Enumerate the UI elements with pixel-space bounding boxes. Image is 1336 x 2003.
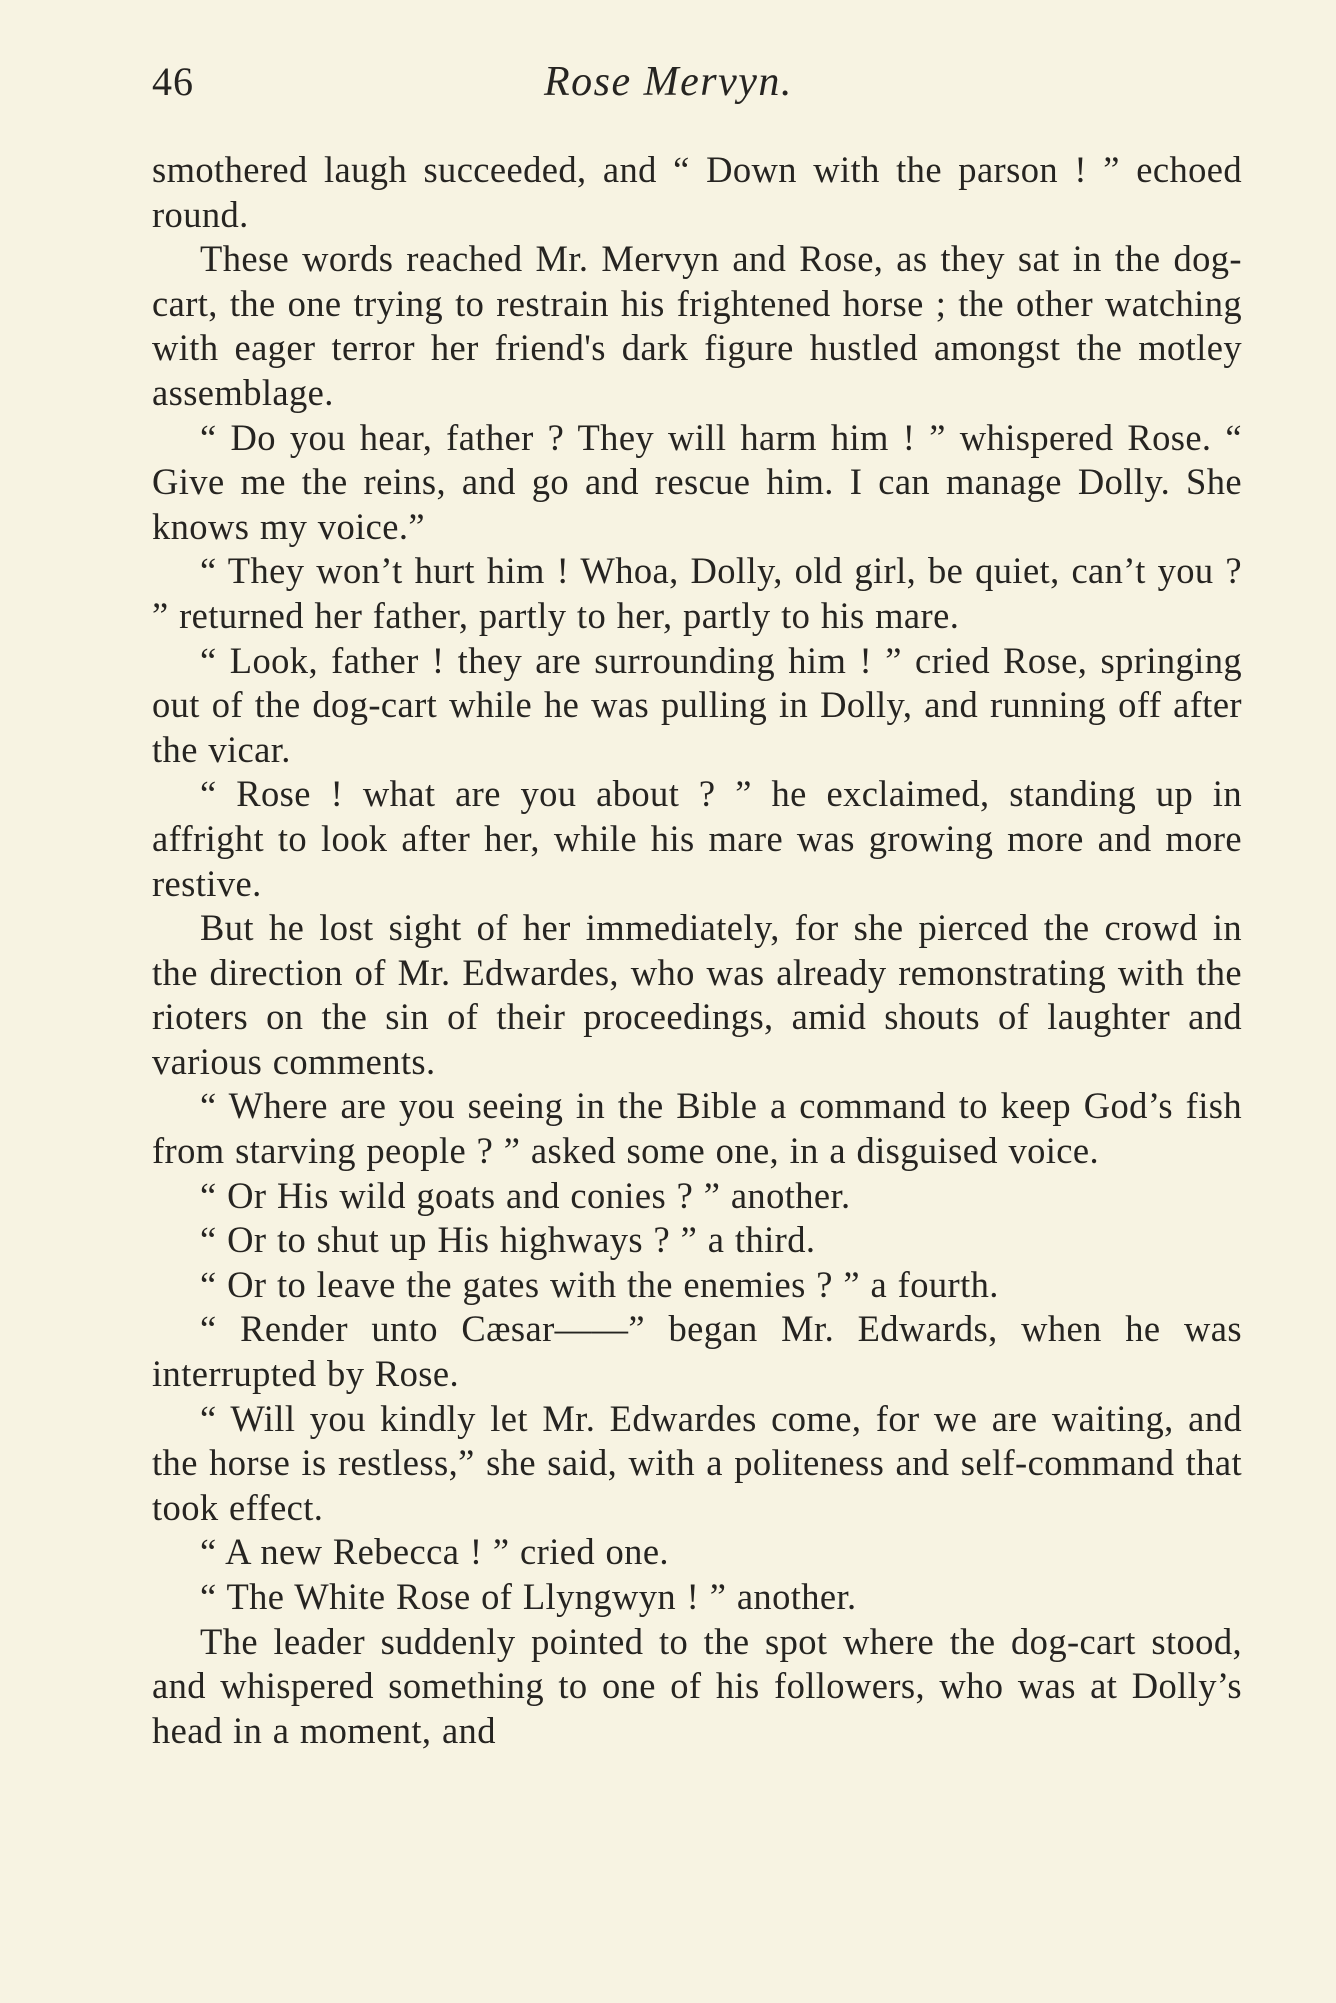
paragraph: These words reached Mr. Mervyn and Rose, as they sat in the dog-cart, the one trying to restrain his frightened horse ; the other watching with eager terror her friend's dark figure hustled amongst the motley assemblage. bbox=[152, 238, 1242, 413]
page-number: 46 bbox=[152, 59, 194, 104]
paragraph: “ Do you hear, father ? They will harm him ! ” whispered Rose. “ Give me the reins, and go and rescue him. I can manage Dolly. She knows my voice.” bbox=[152, 416, 1242, 547]
paragraph: “ They won’t hurt him ! Whoa, Dolly, old girl, be quiet, can’t you ? ” returned her father, partly to her, partly to his mare. bbox=[152, 550, 1242, 636]
paragraph: “ A new Rebecca ! ” cried one. bbox=[200, 1531, 669, 1573]
page-header bbox=[152, 56, 1242, 116]
paragraph: “ Rose ! what are you about ? ” he exclaimed, standing up in affright to look after her, while his mare was growing more and more restive. bbox=[152, 773, 1242, 904]
paragraph: “ Or to shut up His highways ? ” a third. bbox=[200, 1219, 816, 1261]
paragraph: smothered laugh succeeded, and “ Down with the parson ! ” echoed round. bbox=[152, 149, 1242, 235]
paragraph: “ Look, father ! they are surrounding him ! ” cried Rose, springing out of the dog-cart while he was pulling in Dolly, and running off after the vicar. bbox=[152, 639, 1242, 770]
paragraph: “ Will you kindly let Mr. Edwardes come, for we are waiting, and the horse is restless,” she said, with a politeness and self-command that took effect. bbox=[152, 1397, 1242, 1528]
paragraph: “ Render unto Cæsar——” began Mr. Edwards, when he was interrupted by Rose. bbox=[152, 1308, 1242, 1395]
paragraph: But he lost sight of her immediately, for she pierced the crowd in the direction of Mr. Edwardes, who was already remonstrating with the rioters on the sin of their proceedings, amid shouts of laughter and various comments. bbox=[152, 907, 1242, 1082]
paragraph: “ The White Rose of Llyngwyn ! ” another. bbox=[200, 1576, 857, 1617]
paragraph: “ Or to leave the gates with the enemies ? ” a fourth. bbox=[200, 1263, 999, 1305]
paragraph: “ Where are you seeing in the Bible a command to keep God’s fish from starving people ? ” asked some one, in a disguised voice. bbox=[152, 1085, 1242, 1172]
running-title: Rose Mervyn. bbox=[544, 59, 793, 105]
paragraph: “ Or His wild goats and conies ? ” another. bbox=[200, 1174, 851, 1216]
paragraph: The leader suddenly pointed to the spot where the dog-cart stood, and whispered something to one of his followers, who was at Dolly’s head in a moment, and bbox=[152, 1620, 1242, 1751]
body-text bbox=[152, 148, 1242, 1753]
